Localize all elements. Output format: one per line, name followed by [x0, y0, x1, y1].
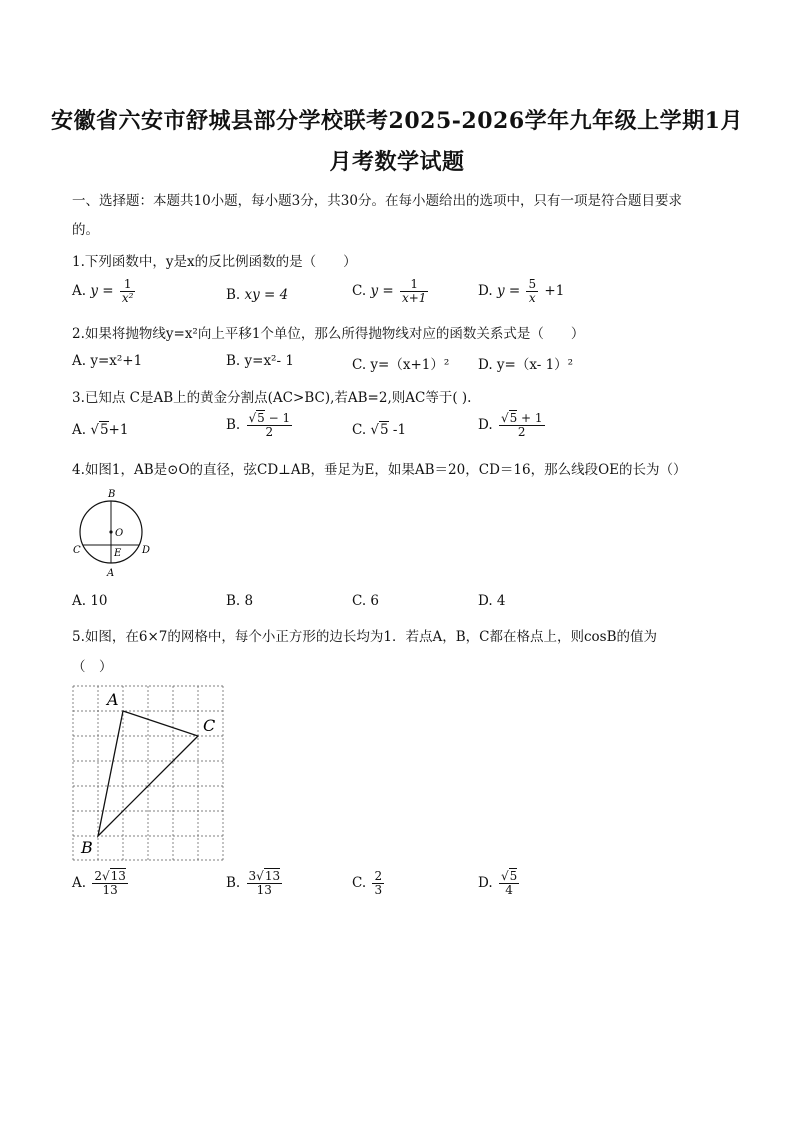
- radicand: 13: [264, 869, 281, 883]
- numerator: 1: [400, 278, 428, 292]
- label-a: A: [107, 690, 119, 709]
- q3-option-b: [226, 412, 294, 439]
- label-o: O: [115, 528, 124, 539]
- coefficient: 2: [94, 869, 102, 883]
- radicand: 13: [110, 869, 126, 883]
- denominator: 13: [102, 883, 118, 898]
- numerator: √5 + 1: [500, 411, 543, 425]
- radicand: 5: [257, 411, 265, 425]
- grid-lines: [73, 686, 223, 860]
- option-label: B.: [226, 287, 241, 303]
- q4-option-b: B. 8: [226, 593, 254, 609]
- numerator: √5 − 1: [248, 411, 291, 425]
- center-point: [109, 530, 112, 533]
- q4-option-c: C. 6: [352, 593, 380, 609]
- label-a: A: [107, 568, 115, 579]
- coefficient: 3: [248, 869, 257, 883]
- numerator: 2: [374, 869, 383, 883]
- question-2-stem: 2.如果将抛物线y=x²向上平移1个单位，那么所得抛物线对应的函数关系式是（ ）: [72, 326, 585, 342]
- label-c: C: [73, 545, 81, 556]
- question-4-stem: 4.如图1，AB是⊙O的直径，弦CD⊥AB，垂足为E，如果AB＝20，CD＝16，那么线段OE的长为（）: [72, 462, 687, 478]
- numerator-tail: + 1: [517, 411, 543, 425]
- option-label: A.: [72, 283, 87, 300]
- denominator: 2: [517, 425, 526, 440]
- numerator: 1: [120, 278, 136, 292]
- option-label: B.: [226, 875, 241, 892]
- denominator: 13: [256, 883, 272, 898]
- numerator: 5: [528, 277, 537, 291]
- q5-option-b: [226, 870, 284, 897]
- fraction: [499, 870, 519, 897]
- radicand: 5: [99, 422, 109, 438]
- q5-option-a: [72, 870, 130, 897]
- circle-figure: [70, 485, 154, 581]
- triangle-abc: [98, 711, 198, 836]
- document-title-line1: 安徽省六安市舒城县部分学校联考2025-2026学年九年级上学期1月: [51, 108, 743, 134]
- denominator: x²: [121, 291, 134, 306]
- section-heading-cont: 的。: [72, 222, 99, 238]
- grid-figure: [70, 683, 230, 863]
- option-text: xy = 4: [244, 287, 289, 303]
- section-heading: 一、选择题：本题共10小题，每小题3分，共30分。在每小题给出的选项中，只有一项是符合题目要求: [72, 193, 682, 209]
- q2-option-b: B. y=x²- 1: [226, 353, 294, 369]
- q2-option-d: D. y=（x- 1）²: [478, 357, 574, 373]
- fraction: [499, 412, 545, 439]
- fraction: [120, 278, 136, 305]
- fraction: [247, 412, 293, 439]
- question-1-stem: 1.下列函数中，y是x的反比例函数的是（ ）: [72, 254, 357, 270]
- option-tail: +1: [108, 422, 129, 438]
- radicand: 5: [509, 869, 518, 883]
- numerator: 2√13: [94, 869, 126, 883]
- fraction: [400, 278, 428, 305]
- label-c: C: [203, 716, 216, 735]
- denominator: 3: [374, 883, 383, 898]
- q1-option-d: [478, 278, 564, 305]
- fraction: [526, 278, 538, 305]
- option-label: D.: [478, 283, 493, 300]
- option-label: D.: [478, 417, 493, 434]
- q3-option-a: A. √5+1: [72, 422, 129, 438]
- numerator-tail: − 1: [264, 411, 291, 425]
- option-label: D.: [478, 875, 493, 892]
- q1-option-a: [72, 278, 137, 305]
- option-label: A.: [72, 875, 87, 892]
- option-label: C.: [352, 422, 367, 438]
- numerator: 3√13: [248, 869, 281, 883]
- q5-option-c: [352, 870, 386, 897]
- denominator: x+1: [401, 291, 427, 306]
- label-e: E: [114, 548, 122, 559]
- option-label: C.: [352, 875, 367, 892]
- radicand: 5: [380, 422, 389, 438]
- question-5-stem-cont: （ ）: [72, 659, 113, 675]
- fraction: [247, 870, 283, 897]
- q4-option-d: D. 4: [478, 593, 506, 609]
- document-title-line2: 月考数学试题: [329, 149, 465, 175]
- q2-option-c: C. y=（x+1）²: [352, 357, 450, 373]
- option-lhs: y =: [496, 283, 521, 300]
- numerator: √5: [500, 869, 518, 883]
- question-3-stem: 3.已知点 C是AB上的黄金分割点(AC>BC),若AB=2,则AC等于( ).: [72, 390, 472, 406]
- q2-option-a: A. y=x²+1: [72, 353, 143, 369]
- q1-option-b: [226, 287, 288, 303]
- option-lhs: y =: [90, 283, 114, 300]
- option-label: A.: [72, 422, 87, 438]
- fraction: [372, 870, 384, 897]
- option-label: C.: [352, 283, 367, 300]
- label-b: B: [81, 838, 93, 857]
- question-5-stem: 5.如图，在6×7的网格中，每个小正方形的边长均为1．若点A，B，C都在格点上，则cosB的值为: [72, 629, 657, 645]
- q5-option-d: [478, 870, 521, 897]
- denominator: 2: [265, 425, 274, 440]
- fraction: [92, 870, 128, 897]
- option-lhs: y =: [370, 283, 394, 300]
- radicand: 5: [509, 411, 518, 425]
- q3-option-c: C. √5 -1: [352, 422, 407, 438]
- denominator: x: [528, 291, 536, 306]
- q4-option-a: A. 10: [72, 593, 108, 609]
- q3-option-d: [478, 412, 547, 439]
- label-b: B: [108, 489, 116, 500]
- option-label: B.: [226, 417, 241, 434]
- denominator: 4: [505, 883, 513, 898]
- label-d: D: [142, 545, 151, 556]
- option-tail: -1: [388, 422, 407, 438]
- q1-option-c: [352, 278, 430, 305]
- option-tail: +1: [544, 283, 565, 300]
